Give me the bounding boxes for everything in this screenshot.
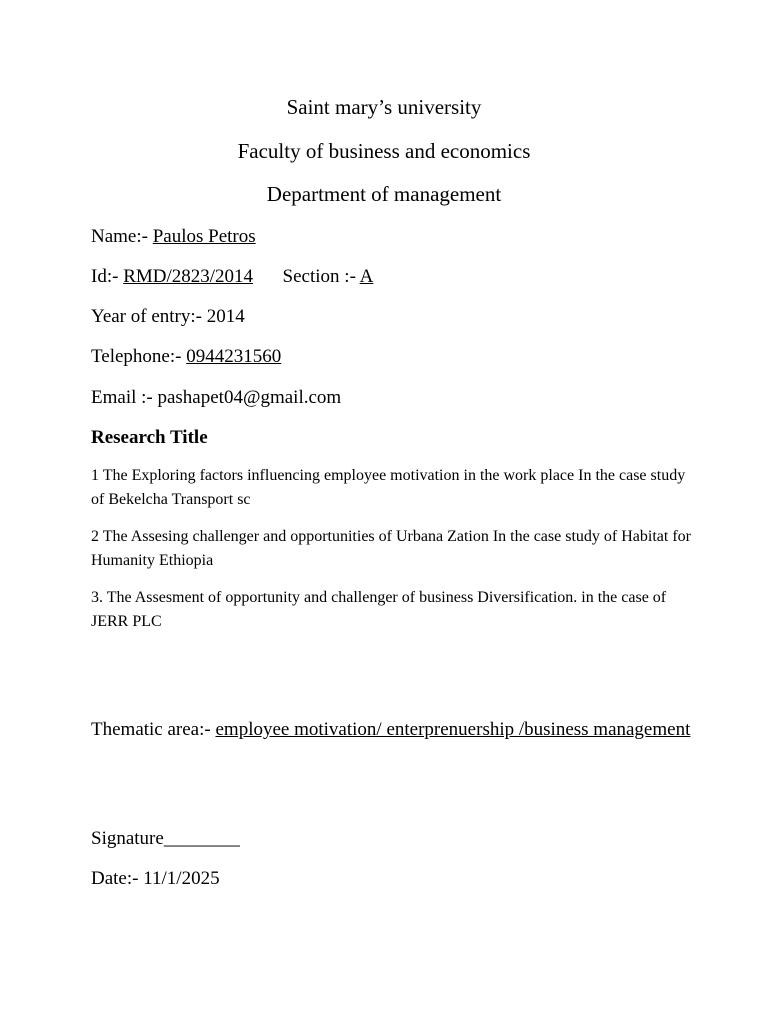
research-heading: Research Title [91, 427, 208, 448]
id-label: Id:- [91, 266, 119, 287]
email-label: Email :- [91, 387, 153, 408]
year-value: 2014 [206, 306, 245, 327]
signature-line: Signature________ [91, 828, 240, 849]
thematic-value: employee motivation/ enterprenuership /business management [215, 719, 691, 740]
research-item-2: 2 The Assesing challenger and opportunities of Urbana Zation In the case study of Habitat for Humanity Ethiopia [91, 528, 691, 569]
date-value: 11/1/2025 [143, 868, 220, 889]
name-row [91, 226, 256, 248]
year-row [91, 306, 245, 328]
thematic-label: Thematic area:- [91, 719, 211, 740]
telephone-label: Telephone:- [91, 346, 182, 367]
name-value: Paulos Petros [152, 226, 256, 247]
id-row [91, 266, 373, 288]
email-value: pashapet04@gmail.com [157, 387, 342, 408]
section-label: Section :- [282, 266, 356, 287]
telephone-row [91, 346, 281, 368]
name-label: Name:- [91, 226, 148, 247]
year-label: Year of entry:- [91, 306, 202, 327]
date-label: Date:- [91, 868, 139, 889]
faculty-title: Faculty of business and economics [237, 139, 531, 163]
email-row [91, 387, 341, 409]
research-item-1: 1 The Exploring factors influencing employee motivation in the work place In the case study of Bekelcha Transport sc [91, 467, 686, 508]
telephone-value: 0944231560 [186, 346, 282, 367]
research-item-3: 3. The Assesment of opportunity and challenger of business Diversification. in the case of JERR PLC [91, 589, 667, 630]
section-value: A [359, 266, 374, 287]
thematic-row [91, 716, 691, 744]
id-value: RMD/2823/2014 [123, 266, 254, 287]
date-row [91, 868, 220, 890]
department-title: Department of management [266, 182, 502, 206]
university-title: Saint mary’s university [286, 95, 482, 119]
